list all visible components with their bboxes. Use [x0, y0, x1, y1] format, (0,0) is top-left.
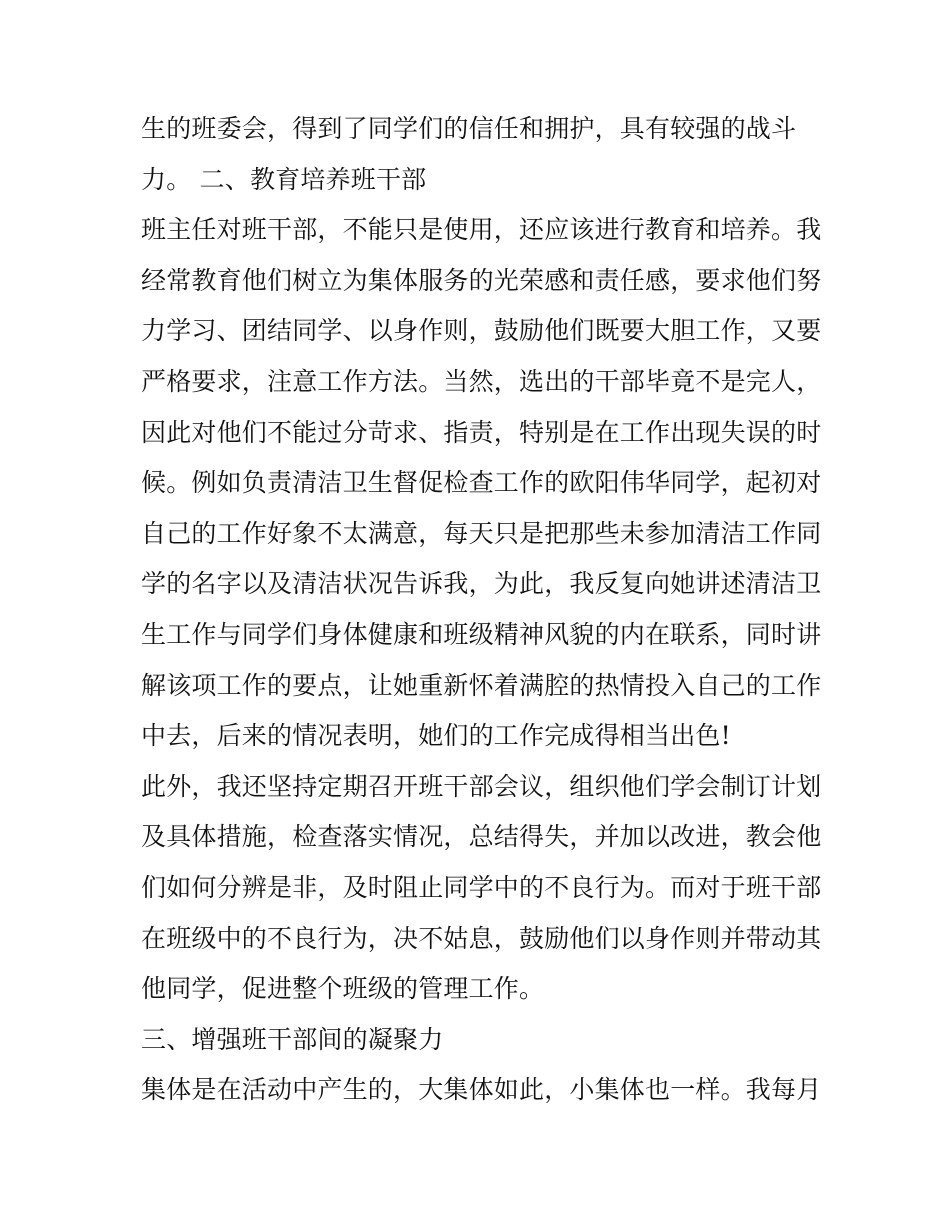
- text-line: 自己的工作好象不太满意，每天只是把那些未参加清洁工作同: [141, 518, 822, 548]
- text-line: 在班级中的不良行为，决不姑息，鼓励他们以身作则并带动其: [141, 923, 822, 953]
- text-line: 此外，我还坚持定期召开班干部会议，组织他们学会制订计划: [141, 771, 822, 801]
- text-line: 生的班委会，得到了同学们的信任和拥护，具有较强的战斗: [141, 114, 797, 143]
- text-line: 们如何分辨是非，及时阻止同学中的不良行为。而对于班干部: [141, 872, 822, 902]
- text-line: 解该项工作的要点，让她重新怀着满腔的热情投入自己的工作: [141, 670, 822, 700]
- text-line: 因此对他们不能过分苛求、指责，特别是在工作出现失误的时: [141, 417, 822, 447]
- text-line: 力。 二、教育培养班干部: [141, 164, 427, 194]
- text-line: 班主任对班干部，不能只是使用，还应该进行教育和培养。我: [141, 215, 822, 245]
- text-line: 集体是在活动中产生的，大集体如此，小集体也一样。我每月: [141, 1075, 822, 1105]
- text-line: 及具体措施，检查落实情况，总结得失，并加以改进，教会他: [141, 822, 822, 852]
- text-line: 中去，后来的情况表明，她们的工作完成得相当出色!: [141, 721, 731, 751]
- text-line: 力学习、团结同学、以身作则，鼓励他们既要大胆工作，又要: [141, 316, 822, 346]
- section-heading: 三、增强班干部间的凝聚力: [141, 1024, 444, 1054]
- text-line: 生工作与同学们身体健康和班级精神风貌的内在联系，同时讲: [141, 619, 822, 649]
- text-line: 严格要求，注意工作方法。当然，选出的干部毕竟不是完人，: [141, 366, 822, 396]
- text-line: 候。例如负责清洁卫生督促检查工作的欧阳伟华同学，起初对: [141, 468, 822, 498]
- text-line: 经常教育他们树立为集体服务的光荣感和责任感，要求他们努: [141, 265, 822, 295]
- body-text: [141, 104, 821, 1116]
- text-line: 他同学，促进整个班级的管理工作。: [141, 974, 545, 1004]
- text-line: 学的名字以及清洁状况告诉我，为此，我反复向她讲述清洁卫: [141, 569, 822, 599]
